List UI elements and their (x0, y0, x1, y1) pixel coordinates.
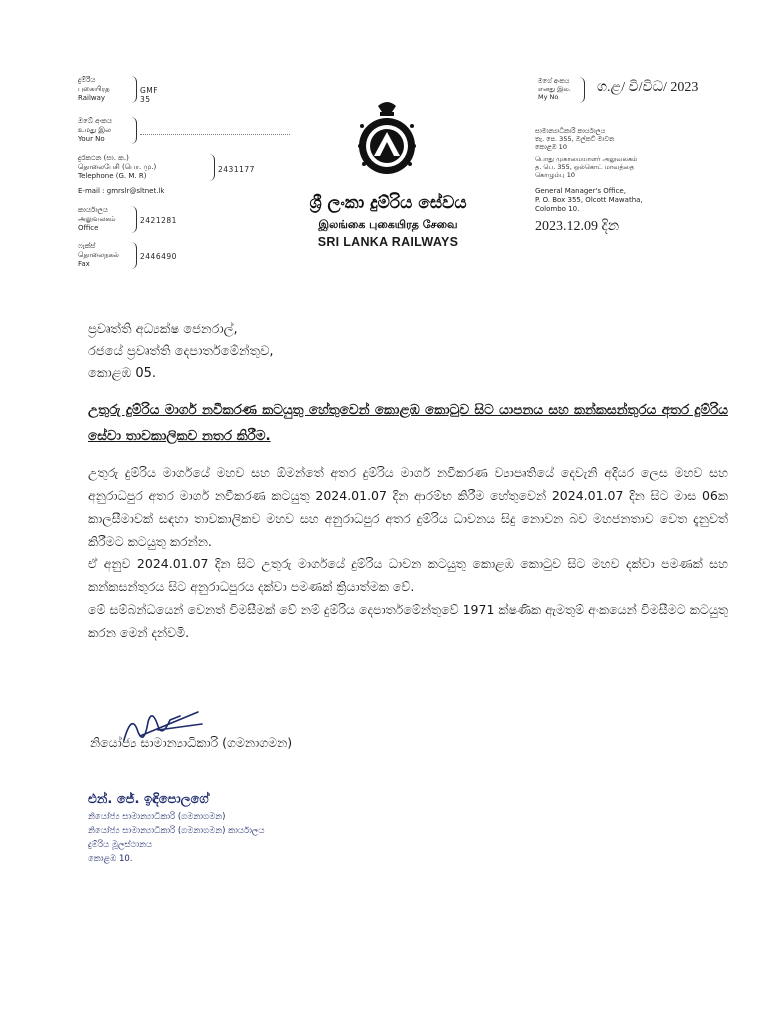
addressee-block (88, 319, 274, 385)
office-label-en: Office (78, 224, 99, 232)
stamp-line-2: නියෝජ්‍ය සාමාන්‍යාධිකාරි (ගමනාගමන) කාර්යාලය (88, 826, 265, 836)
railway-label-si: දුම්රිය (78, 76, 96, 84)
railway-label-ta: புகையிரத (78, 85, 110, 93)
stamp-line-4: කොළඹ 10. (88, 854, 133, 864)
letter-date: 2023.12.09 දින (535, 219, 620, 234)
office-address-en-3: Colombo 10. (535, 205, 580, 213)
fax-label-en: Fax (78, 260, 90, 268)
your-no-label-ta: உமது இல (78, 126, 111, 134)
addressee-line-3: කොළඹ 05. (88, 366, 157, 381)
brace (130, 117, 137, 144)
brace (130, 206, 137, 233)
railway-label-en: Railway (78, 94, 106, 102)
brace (578, 77, 585, 103)
railway-emblem-icon (352, 96, 422, 178)
office-address-en-1: General Manager's Office, (535, 187, 626, 195)
my-no-label-ta: எனது இல. (538, 85, 571, 93)
office-address-ta-1: பொது முகாமையாளர் அலுவலகம் (535, 155, 638, 163)
office-address-tamil (535, 155, 637, 179)
email-label: E-mail : gmrslr@sltnet.lk (78, 187, 165, 195)
office-field (78, 206, 177, 233)
your-no-field (78, 117, 112, 144)
my-no-label-si: මගේ අංකය (538, 77, 570, 85)
your-no-label-si: ඔබේ අංකය (78, 117, 112, 125)
office-label-ta: அலுவலகம் (78, 215, 116, 223)
brace (130, 242, 137, 269)
organization-name-sinhala: ශ්‍රී ලංකා දුම්රිය සේවය (309, 193, 467, 213)
office-address-si-1: සාමාන්‍යාධිකාරි කාර්යාලය (535, 127, 606, 135)
stamp-line-1: නියෝජ්‍ය සාමාන්‍යාධිකාරි (ගමනාගමන) (88, 812, 226, 822)
office-address-english (535, 187, 643, 214)
office-address-si-3: කොළඹ 10 (535, 143, 567, 151)
official-stamp (88, 810, 265, 866)
body-paragraph-3: මේ සම්බන්ධයෙන් වෙනත් විමසීමක් වේ නම් දුම්රිය දෙපාර්තමේන්තුවේ 1971 ක්ෂණික ඇමතුම් අංකයෙන් විමසීමට කටයුතු කරන මෙන් දන්වමි. (88, 602, 728, 640)
my-no-labels (538, 77, 571, 101)
your-no-label-en: Your No (78, 135, 105, 143)
telephone-label-si: දුරකථන (සා. ක.) (78, 154, 129, 162)
signatory-name: එන්. ජේ. ඉඳිපොලගේ (88, 792, 209, 807)
telephone-field (78, 154, 255, 181)
railway-value: GMF 35 (140, 86, 159, 104)
fax-field (78, 242, 177, 269)
office-label-si: කාර්යාලය (78, 206, 108, 214)
letter-subject: උතුරු දුම්රිය මාර්ග නවීකරණ කටයුතු හේතුවෙන් කොළඹ කොටුව සිට යාපනය සහ කන්කසන්තුරය අතර දුම්රිය සේවා තාවකාලිකව නතර කිරීම. (88, 402, 728, 444)
office-address-ta-2: த. பெ. 355, ஒல்கொட் மாவத்தை (535, 163, 635, 171)
body-paragraph-1: උතුරු දුම්රිය මාර්ගයේ මහව සහ ඕමන්තේ අතර දුම්රිය මාර්ග නවීකරණ ව්‍යාපෘතියේ දෙවැනි අදියර ලෙස මහව සහ අනුරාධපුර අතර මාර්ග නවීකරණ කටයුතු 2024.01.07 දින ආරම්භ කිරීම හේතුවෙන් 2024.01.07 දින සිට මාස 06ක කාලසීමාවක් සඳහා තාවකාලිකව මහව සහ අනුරාධපුර අතර දුම්රිය ධාවනය සිදු නොවන බව මහජනතාව වෙත දැනුවත් කිරීමට කටයුතු කරන්න. (88, 465, 728, 549)
railway-field (78, 76, 159, 104)
signatory-title: නියෝජ්‍ය සාමාන්‍යාධිකාරි (ගමනාගමන) (90, 735, 293, 750)
office-address-ta-3: கொழும்பு 10 (535, 171, 575, 179)
stamp-line-3: දුම්රිය මූලස්ථානය (88, 840, 153, 850)
email-field (78, 187, 164, 196)
telephone-label-ta: தொலைபேசி (பொ. மு.) (78, 163, 157, 171)
telephone-value: 2431177 (218, 165, 255, 174)
reference-number: ග.ළ/ වි/විධ/ 2023 (597, 80, 699, 95)
addressee-line-1: ප්‍රවෘත්ති අධ්‍යක්ෂ ජෙනරාල්, (88, 322, 238, 337)
your-no-value-line (140, 128, 290, 135)
brace (130, 76, 137, 103)
body-paragraph-2: ඒ අනුව 2024.01.07 දින සිට උතුරු මාර්ගයේ දුම්රිය ධාවන කටයුතු කොළඹ කොටුව සිට මහව දක්වා පමණක් සහ කන්කසන්තුරය සිට අනුරාධපුරය දක්වා පමණක් ක්‍රියාත්මක වේ. (88, 556, 728, 594)
office-address-si-2: තැ. පෙ. 355, ඔල්කට් මාවත (535, 135, 615, 143)
addressee-line-2: රජයේ ප්‍රවෘත්ති දෙපාර්තමේන්තුව, (88, 344, 274, 359)
organization-name-tamil: இலங்கை புகையிரத சேவை (318, 218, 458, 231)
fax-value: 2446490 (140, 252, 177, 261)
my-no-label-en: My No (538, 93, 559, 101)
office-address-en-2: P. O. Box 355, Olcott Mawatha, (535, 196, 643, 204)
organization-name-english: SRI LANKA RAILWAYS (317, 235, 459, 249)
fax-label-ta: தொலைநகல் (78, 251, 119, 259)
telephone-label-en: Telephone (G. M. R) (78, 172, 147, 180)
brace (208, 154, 215, 181)
office-value: 2421281 (140, 216, 177, 225)
fax-label-si: ෆැක්ස් (78, 242, 96, 250)
office-address-sinhala (535, 127, 614, 151)
